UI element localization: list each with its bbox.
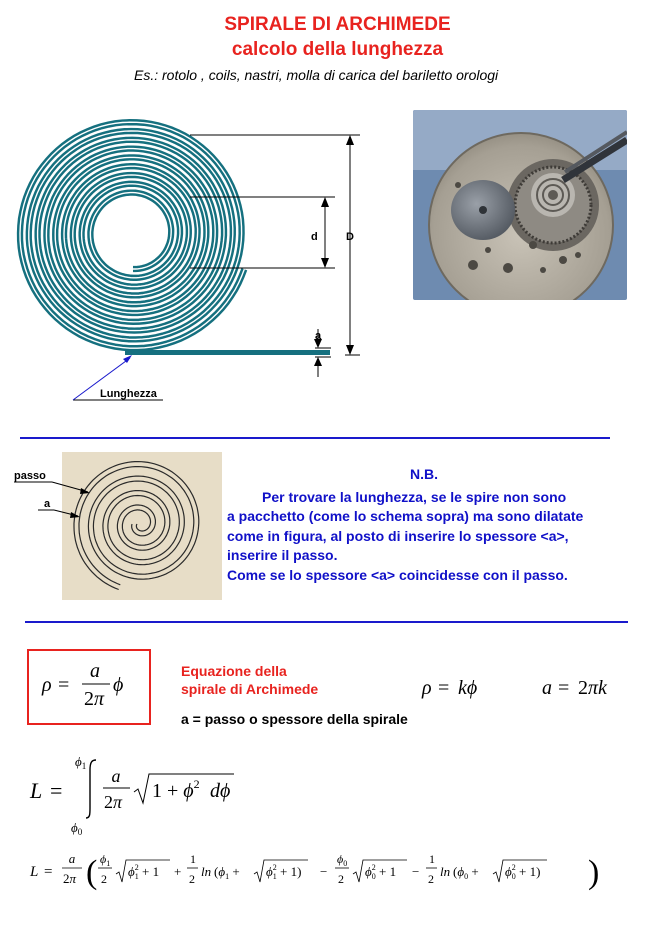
- svg-text:a: a: [111, 766, 121, 786]
- svg-text:ϕ0: $\phi_0$: [337, 852, 348, 868]
- svg-text:(ϕ1 +: ($\phi_1$ +: [214, 864, 240, 881]
- svg-text:=: =: [558, 677, 570, 699]
- svg-text:(ϕ0 +: ($\phi_0$ +: [453, 864, 479, 881]
- note-line-4: inserire il passo.: [227, 547, 338, 563]
- svg-text:2: 2: [428, 872, 434, 886]
- svg-text:2: 2: [189, 872, 195, 886]
- equation-a-2pi-k: [540, 672, 630, 702]
- svg-text:1: 1: [190, 852, 196, 866]
- svg-text:): ): [588, 854, 600, 891]
- label-a-spiral: a: [44, 498, 51, 510]
- svg-text:kϕ: kϕ: [458, 677, 478, 699]
- svg-text:ϕ21 + 1: $\phi^2$ 1 + 1: [128, 863, 160, 881]
- page-subtitle: calcolo della lunghezza: [231, 39, 444, 60]
- svg-text:ϕ1: $\phi_1$: [100, 852, 111, 868]
- svg-text:dϕ: dϕ: [210, 780, 231, 802]
- svg-text:ϕ20 + 1: $\phi^2$ 0 + 1: [365, 863, 397, 881]
- svg-text:2π: 2π: [63, 871, 77, 886]
- label-D: D: [346, 231, 354, 243]
- watch-barrel-photo: [413, 110, 627, 300]
- svg-text:ϕ1: $\phi_1$: [75, 754, 87, 771]
- label-passo: passo: [14, 470, 46, 482]
- examples-text: Es.: rotolo , coils, nastri, molla di carica del bariletto orologi: [134, 67, 499, 83]
- note-line-2: a pacchetto (come lo schema sopra) ma sono dilatate: [227, 508, 584, 524]
- equation-label-2: spirale di Archimede: [181, 681, 319, 697]
- equation-rho-k-phi: [420, 672, 500, 702]
- svg-text:1: 1: [429, 852, 435, 866]
- svg-text:2: 2: [101, 872, 107, 886]
- loose-spiral-figure: [10, 452, 222, 600]
- svg-text:(: (: [86, 854, 98, 891]
- svg-text:ϕ20 + 1): $\phi^2$ 0 + 1): [505, 863, 541, 881]
- svg-text:1 + ϕ2: $1 + \phi^2$: [152, 777, 200, 802]
- note-line-3: come in figura, al posto di inserire lo spessore <a>,: [227, 528, 569, 544]
- svg-text:ϕ21 + 1): $\phi^2$ 1 + 1): [266, 863, 302, 881]
- coil-spiral: [20, 122, 244, 348]
- svg-text:2: 2: [338, 872, 344, 886]
- svg-text:2π: 2π: [84, 688, 105, 710]
- label-a: a: [315, 330, 322, 342]
- svg-text:2π: 2π: [104, 792, 123, 812]
- coil-diagram: [15, 115, 365, 415]
- label-lunghezza: Lunghezza: [100, 388, 157, 400]
- svg-text:=: =: [44, 864, 53, 880]
- svg-text:L: L: [30, 864, 39, 880]
- svg-text:a: a: [90, 660, 100, 682]
- svg-text:+: +: [174, 864, 182, 879]
- svg-text:L: L: [30, 778, 43, 803]
- svg-text:−: −: [412, 864, 420, 879]
- length-integral: [28, 748, 268, 838]
- svg-text:a: a: [542, 677, 552, 699]
- divider-top: [20, 437, 610, 439]
- divider-bottom: [25, 621, 628, 623]
- coil-tail: [125, 350, 330, 355]
- page-title: SPIRALE DI ARCHIMEDE: [224, 14, 451, 35]
- svg-text:=: =: [58, 674, 70, 696]
- svg-text:−: −: [320, 864, 328, 879]
- a-definition: a = passo o spessore della spirale: [181, 711, 408, 727]
- svg-text:ρ: ρ: [42, 674, 52, 696]
- svg-text:ϕ: ϕ: [113, 674, 124, 696]
- length-closed-form: [28, 846, 613, 898]
- svg-text:ρ: ρ: [422, 677, 432, 699]
- label-d: d: [311, 231, 318, 243]
- note-line-5: Come se lo spessore <a> coincidesse con il passo.: [227, 567, 568, 583]
- svg-text:=: =: [50, 778, 63, 803]
- svg-text:ln: ln: [201, 864, 212, 879]
- svg-text:a: a: [68, 851, 76, 866]
- note-heading: N.B.: [410, 466, 438, 482]
- svg-text:2πk: 2πk: [578, 677, 607, 699]
- equation-rho-a-over-2pi-phi: [40, 656, 140, 712]
- svg-text:ln: ln: [440, 864, 451, 879]
- svg-text:=: =: [438, 677, 450, 699]
- svg-text:ϕ0: $\phi_0$: [71, 820, 83, 837]
- note-line-1: Per trovare la lunghezza, se le spire non sono: [262, 489, 567, 505]
- equation-label-1: Equazione della: [181, 663, 287, 679]
